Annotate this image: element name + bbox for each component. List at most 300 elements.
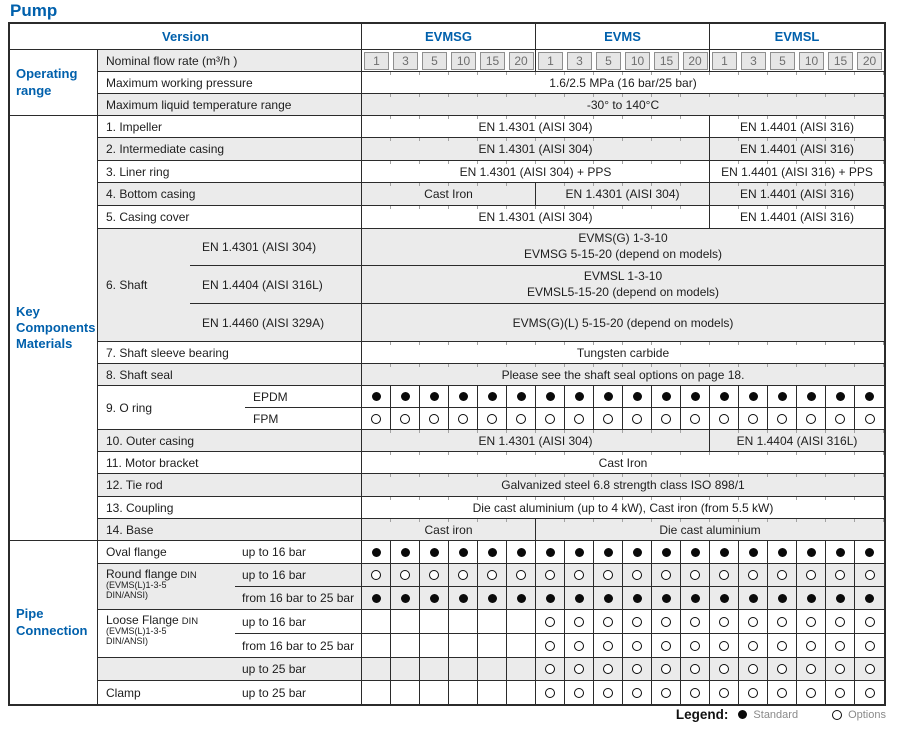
filled-dot-icon xyxy=(691,548,700,557)
section-label-line: Materials xyxy=(16,336,73,352)
oring-fpm-label: FPM xyxy=(245,408,362,429)
dot-cell xyxy=(855,610,884,633)
open-dot-icon xyxy=(632,570,642,580)
section-label-line: Components xyxy=(16,319,96,335)
filled-dot-icon xyxy=(865,548,874,557)
epdm-dots-row xyxy=(362,386,884,407)
filled-dot-icon xyxy=(807,594,816,603)
material-value: EN 1.4404 (AISI 316L) xyxy=(710,430,884,451)
pressure-range: up to 16 bar xyxy=(235,564,362,586)
filled-dot-icon xyxy=(720,548,729,557)
shaft-models-line: EVMS(G) 1-3-10 xyxy=(578,231,668,246)
open-dot-icon xyxy=(429,414,439,424)
dot-cell xyxy=(536,386,565,407)
dot-cell xyxy=(565,610,594,633)
oring-epdm-label: EPDM xyxy=(245,386,362,407)
dot-cell xyxy=(710,634,739,657)
section-pipe-connection xyxy=(10,541,98,704)
row-bottom-casing xyxy=(10,183,884,206)
legend-options-label: Options xyxy=(848,708,886,721)
dot-cell xyxy=(594,541,623,563)
open-dot-icon xyxy=(487,570,497,580)
filled-dot-icon xyxy=(575,548,584,557)
shaft-models-value xyxy=(362,229,884,265)
filled-dot-icon xyxy=(575,594,584,603)
flow-value-cell: 5 xyxy=(768,50,797,71)
dot-cell xyxy=(594,658,623,680)
loose-flange-25-dots xyxy=(362,634,884,657)
dot-cell xyxy=(507,386,536,407)
dot-cell xyxy=(507,587,536,609)
open-dot-icon xyxy=(545,617,555,627)
filled-dot-icon xyxy=(720,594,729,603)
dot-cell xyxy=(420,610,449,633)
filled-dot-icon xyxy=(633,594,642,603)
open-dot-icon xyxy=(835,664,845,674)
dot-cell xyxy=(478,408,507,429)
open-dot-icon xyxy=(835,688,845,698)
filled-dot-icon xyxy=(401,594,410,603)
row-clamp xyxy=(10,681,884,704)
open-dot-icon xyxy=(835,641,845,651)
pressure-value: 1.6/2.5 MPa (16 bar/25 bar) xyxy=(362,72,884,93)
dot-cell xyxy=(855,681,884,704)
filled-dot-icon xyxy=(604,594,613,603)
filled-dot-icon xyxy=(488,548,497,557)
material-value: Die cast aluminium (up to 4 kW), Cast iron (from 5.5 kW) xyxy=(362,497,884,518)
dot-cell xyxy=(826,587,855,609)
dot-cell xyxy=(536,564,565,586)
filled-dot-icon xyxy=(488,594,497,603)
dot-cell xyxy=(652,408,681,429)
dot-cell xyxy=(391,386,420,407)
material-value: EN 1.4301 (AISI 304) + PPS xyxy=(362,161,710,182)
open-dot-icon xyxy=(603,414,613,424)
dot-cell xyxy=(623,386,652,407)
open-dot-icon xyxy=(719,617,729,627)
dot-cell xyxy=(826,541,855,563)
shaft-material-label: EN 1.4460 (AISI 329A) xyxy=(190,304,362,341)
dot-cell xyxy=(826,658,855,680)
dot-cell xyxy=(478,386,507,407)
dot-cell xyxy=(739,658,768,680)
flange-standard-note: DIN/ANSI) xyxy=(106,636,149,647)
flow-value-cell: 3 xyxy=(565,50,594,71)
dot-cell xyxy=(855,408,884,429)
material-value: EN 1.4301 (AISI 304) xyxy=(362,206,710,228)
filled-dot-icon xyxy=(691,392,700,401)
dot-cell xyxy=(565,564,594,586)
dot-cell xyxy=(710,541,739,563)
flow-value-cell: 20 xyxy=(681,50,710,71)
dot-cell xyxy=(449,564,478,586)
section-label-line: Operating xyxy=(16,66,78,82)
dot-cell xyxy=(768,681,797,704)
section-key-components xyxy=(10,116,98,541)
open-dot-icon xyxy=(632,617,642,627)
row-motor-bracket xyxy=(10,452,884,474)
dot-cell xyxy=(362,634,391,657)
component-label: 7. Shaft sleeve bearing xyxy=(98,342,362,363)
open-dot-icon xyxy=(371,414,381,424)
dot-cell xyxy=(681,386,710,407)
dot-cell xyxy=(594,634,623,657)
dot-cell xyxy=(710,408,739,429)
open-dot-icon xyxy=(748,414,758,424)
dot-cell xyxy=(739,541,768,563)
row-tie-rod xyxy=(10,474,884,497)
dot-cell xyxy=(855,587,884,609)
pressure-range: from 16 bar to 25 bar xyxy=(235,634,362,657)
filled-dot-icon xyxy=(459,392,468,401)
version-header-label: Version xyxy=(10,24,362,49)
material-value: EN 1.4401 (AISI 316) xyxy=(710,206,884,228)
material-value: Die cast aluminium xyxy=(536,519,884,540)
dot-cell xyxy=(652,541,681,563)
component-label: 2. Intermediate casing xyxy=(98,138,362,160)
flow-value-cell: 1 xyxy=(710,50,739,71)
dot-cell xyxy=(478,610,507,633)
dot-cell xyxy=(681,541,710,563)
shaft-merged-label: 6. Shaft xyxy=(98,229,190,342)
open-dot-icon xyxy=(458,570,468,580)
din-label: DIN xyxy=(180,570,197,581)
victaulic-dots xyxy=(362,658,884,680)
open-dot-icon xyxy=(748,570,758,580)
shaft-models-value xyxy=(362,266,884,303)
dot-cell xyxy=(594,564,623,586)
dot-cell xyxy=(710,386,739,407)
filled-dot-icon xyxy=(865,392,874,401)
open-dot-icon xyxy=(632,688,642,698)
filled-dot-icon xyxy=(662,392,671,401)
material-value: EN 1.4401 (AISI 316) xyxy=(710,183,884,205)
dot-cell xyxy=(536,681,565,704)
dot-cell xyxy=(420,564,449,586)
dot-cell xyxy=(449,386,478,407)
filled-dot-icon xyxy=(720,392,729,401)
pressure-range: up to 25 bar xyxy=(235,658,362,680)
shaft-models-line: EVMSG 5-15-20 (depend on models) xyxy=(523,247,723,261)
open-dot-icon xyxy=(661,641,671,651)
pump-spec-table xyxy=(8,22,886,706)
clamp-dots xyxy=(362,681,884,704)
dot-cell xyxy=(420,681,449,704)
open-dot-icon xyxy=(603,570,613,580)
filled-dot-icon xyxy=(430,392,439,401)
dot-cell xyxy=(420,541,449,563)
open-dot-icon xyxy=(748,641,758,651)
flange-name xyxy=(106,613,198,627)
dot-cell xyxy=(768,386,797,407)
oring-merged-label: 9. O ring xyxy=(98,386,245,430)
material-value: EN 1.4401 (AISI 316) xyxy=(710,116,884,137)
dot-cell xyxy=(710,681,739,704)
material-value: Cast Iron xyxy=(362,452,884,473)
flange-name-text: Loose Flange xyxy=(106,613,179,627)
dot-cell xyxy=(855,634,884,657)
open-dot-icon xyxy=(487,414,497,424)
filled-dot-icon xyxy=(401,548,410,557)
component-label: 12. Tie rod xyxy=(98,474,362,496)
filled-dot-icon xyxy=(836,594,845,603)
filled-dot-icon xyxy=(691,594,700,603)
flow-value-cell: 15 xyxy=(826,50,855,71)
flow-value-cell: 5 xyxy=(594,50,623,71)
open-dot-icon xyxy=(832,710,842,720)
row-victaulic xyxy=(10,658,884,681)
legend xyxy=(676,707,886,722)
open-dot-icon xyxy=(632,664,642,674)
open-dot-icon xyxy=(719,688,729,698)
row-impeller xyxy=(10,116,884,138)
dot-cell xyxy=(449,681,478,704)
clamp-name: Clamp xyxy=(106,685,141,700)
din-label: DIN xyxy=(181,616,199,627)
temperature-label: Maximum liquid temperature range xyxy=(98,94,362,115)
loose-flange-merged-label xyxy=(98,610,235,658)
shaft-models-line: EVMSL 1-3-10 xyxy=(583,268,663,283)
dot-cell xyxy=(623,681,652,704)
row-working-pressure xyxy=(10,72,884,94)
row-shaft-seal xyxy=(10,364,884,386)
dot-cell xyxy=(594,587,623,609)
dot-cell xyxy=(536,587,565,609)
section-label-line: Key xyxy=(16,303,40,319)
fpm-dots-row xyxy=(362,408,884,429)
open-dot-icon xyxy=(661,664,671,674)
flange-name: Oval flange xyxy=(106,545,167,559)
open-dot-icon xyxy=(748,617,758,627)
page-title: Pump xyxy=(10,1,58,20)
dot-cell xyxy=(362,386,391,407)
material-value: Tungsten carbide xyxy=(362,342,884,363)
flow-value-cell: 1 xyxy=(362,50,391,71)
dot-cell xyxy=(739,681,768,704)
dot-cell xyxy=(391,541,420,563)
filled-dot-icon xyxy=(749,392,758,401)
dot-cell xyxy=(594,610,623,633)
row-outer-casing xyxy=(10,430,884,452)
dot-cell xyxy=(826,408,855,429)
open-dot-icon xyxy=(516,414,526,424)
dot-cell xyxy=(797,408,826,429)
dot-cell xyxy=(565,634,594,657)
flow-value-cell: 15 xyxy=(478,50,507,71)
dot-cell xyxy=(565,658,594,680)
group-header-evms: EVMS xyxy=(536,24,710,49)
dot-cell xyxy=(739,634,768,657)
shaft-models-value: EVMS(G)(L) 5-15-20 (depend on models) xyxy=(512,315,734,330)
dot-cell xyxy=(391,658,420,680)
filled-dot-icon xyxy=(778,548,787,557)
dot-cell xyxy=(739,564,768,586)
material-value: Cast iron xyxy=(362,519,536,540)
dot-cell xyxy=(420,386,449,407)
open-dot-icon xyxy=(865,570,875,580)
dot-cell xyxy=(536,541,565,563)
pressure-range: from 16 bar to 25 bar xyxy=(235,587,362,609)
component-label: 13. Coupling xyxy=(98,497,362,518)
row-intermediate-casing xyxy=(10,138,884,161)
dot-cell xyxy=(478,564,507,586)
filled-dot-icon xyxy=(778,392,787,401)
open-dot-icon xyxy=(865,688,875,698)
dot-cell xyxy=(768,658,797,680)
dot-cell xyxy=(478,681,507,704)
component-label: 14. Base xyxy=(98,519,362,540)
dot-cell xyxy=(449,408,478,429)
open-dot-icon xyxy=(865,414,875,424)
open-dot-icon xyxy=(835,414,845,424)
open-dot-icon xyxy=(719,414,729,424)
component-label: 11. Motor bracket xyxy=(98,452,362,473)
dot-cell xyxy=(507,408,536,429)
dot-cell xyxy=(739,386,768,407)
dot-cell xyxy=(797,587,826,609)
filled-dot-icon xyxy=(401,392,410,401)
open-dot-icon xyxy=(865,641,875,651)
open-dot-icon xyxy=(835,570,845,580)
flow-rate-cells xyxy=(362,50,884,71)
open-dot-icon xyxy=(777,617,787,627)
flow-value-cell: 3 xyxy=(391,50,420,71)
open-dot-icon xyxy=(690,664,700,674)
dot-cell xyxy=(739,408,768,429)
open-dot-icon xyxy=(603,617,613,627)
dot-cell xyxy=(768,564,797,586)
flow-value-cell: 10 xyxy=(797,50,826,71)
dot-cell xyxy=(768,408,797,429)
open-dot-icon xyxy=(806,664,816,674)
open-dot-icon xyxy=(661,570,671,580)
dot-cell xyxy=(507,610,536,633)
open-dot-icon xyxy=(777,664,787,674)
dot-cell xyxy=(623,610,652,633)
filled-dot-icon xyxy=(517,392,526,401)
flow-value-cell: 15 xyxy=(652,50,681,71)
dot-cell xyxy=(594,408,623,429)
section-label-line: Connection xyxy=(16,622,88,638)
shaft-seal-note: Please see the shaft seal options on page 18. xyxy=(362,364,884,385)
material-value: EN 1.4301 (AISI 304) xyxy=(362,116,710,137)
loose-flange-16-dots xyxy=(362,610,884,633)
pressure-range: up to 16 bar xyxy=(235,541,362,563)
filled-dot-icon xyxy=(546,392,555,401)
open-dot-icon xyxy=(777,641,787,651)
row-liner-ring xyxy=(10,161,884,183)
dot-cell xyxy=(739,610,768,633)
filled-dot-icon xyxy=(517,548,526,557)
dot-cell xyxy=(362,408,391,429)
dot-cell xyxy=(623,658,652,680)
filled-dot-icon xyxy=(749,548,758,557)
dot-cell xyxy=(536,610,565,633)
filled-dot-icon xyxy=(430,548,439,557)
material-value: EN 1.4401 (AISI 316) + PPS xyxy=(710,161,884,182)
flange-name-text: Round flange xyxy=(106,567,178,581)
dot-cell xyxy=(623,541,652,563)
open-dot-icon xyxy=(777,688,787,698)
dot-cell xyxy=(420,634,449,657)
dot-cell xyxy=(391,681,420,704)
flow-value-cell: 10 xyxy=(449,50,478,71)
dot-cell xyxy=(391,634,420,657)
dot-cell xyxy=(826,634,855,657)
open-dot-icon xyxy=(574,570,584,580)
dot-cell xyxy=(652,610,681,633)
dot-cell xyxy=(826,564,855,586)
filled-dot-icon xyxy=(459,548,468,557)
dot-cell xyxy=(681,610,710,633)
dot-cell xyxy=(507,681,536,704)
material-value: Cast Iron xyxy=(362,183,536,205)
filled-dot-icon xyxy=(517,594,526,603)
open-dot-icon xyxy=(661,414,671,424)
dot-cell xyxy=(507,658,536,680)
flange-models-note: (EVMS(L)1-3-5 xyxy=(106,580,167,591)
dot-cell xyxy=(826,386,855,407)
flange-models-note: (EVMS(L)1-3-5 xyxy=(106,626,167,637)
shaft-models-line: EVMSL5-15-20 (depend on models) xyxy=(526,284,720,299)
filled-dot-icon xyxy=(633,548,642,557)
dot-cell xyxy=(478,587,507,609)
dot-cell xyxy=(362,564,391,586)
row-casing-cover xyxy=(10,206,884,229)
dot-cell xyxy=(797,564,826,586)
open-dot-icon xyxy=(806,414,816,424)
material-value: EN 1.4301 (AISI 304) xyxy=(362,430,710,451)
filled-dot-icon xyxy=(749,594,758,603)
dot-cell xyxy=(652,681,681,704)
dot-cell xyxy=(536,408,565,429)
dot-cell xyxy=(855,541,884,563)
temperature-value: -30° to 140°C xyxy=(362,94,884,115)
dot-cell xyxy=(478,634,507,657)
open-dot-icon xyxy=(690,617,700,627)
dot-cell xyxy=(652,658,681,680)
dot-cell xyxy=(681,408,710,429)
dot-cell xyxy=(739,587,768,609)
round-flange-16-dots xyxy=(362,564,884,586)
component-label: 1. Impeller xyxy=(98,116,362,137)
open-dot-icon xyxy=(748,688,758,698)
dot-cell xyxy=(536,634,565,657)
material-value: EN 1.4301 (AISI 304) xyxy=(536,183,710,205)
open-dot-icon xyxy=(458,414,468,424)
dot-cell xyxy=(710,564,739,586)
dot-cell xyxy=(855,658,884,680)
open-dot-icon xyxy=(545,688,555,698)
open-dot-icon xyxy=(690,414,700,424)
dot-cell xyxy=(797,634,826,657)
dot-cell xyxy=(710,658,739,680)
open-dot-icon xyxy=(400,414,410,424)
dot-cell xyxy=(826,610,855,633)
dot-cell xyxy=(855,564,884,586)
dot-cell xyxy=(623,634,652,657)
open-dot-icon xyxy=(400,570,410,580)
filled-dot-icon xyxy=(372,594,381,603)
dot-cell xyxy=(391,564,420,586)
component-label: 4. Bottom casing xyxy=(98,183,362,205)
dot-cell xyxy=(565,386,594,407)
dot-cell xyxy=(623,564,652,586)
open-dot-icon xyxy=(835,617,845,627)
dot-cell xyxy=(681,634,710,657)
legend-standard-label: Standard xyxy=(753,708,799,721)
dot-cell xyxy=(420,587,449,609)
